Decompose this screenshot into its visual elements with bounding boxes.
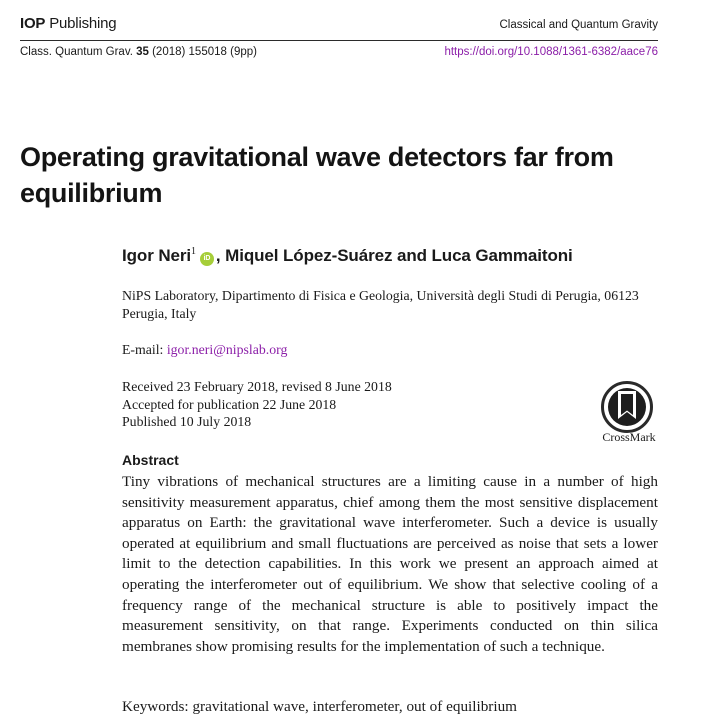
citation-suffix: (2018) 155018 (9pp) <box>148 46 257 58</box>
affiliation: NiPS Laboratory, Dipartimento di Fisica e Geologia, Università degli Studi di Perugia, 06123 Perugia, Italy <box>122 288 639 321</box>
authors <box>122 246 573 266</box>
crossmark-icon[interactable] <box>601 381 653 433</box>
author-rest: , Miquel López-Suárez and Luca Gammaitoni <box>215 246 573 265</box>
crossmark-label: CrossMark <box>602 430 656 444</box>
publication-dates <box>122 378 392 431</box>
header-divider <box>20 40 658 41</box>
date-accepted: Accepted for publication 22 June 2018 <box>122 396 337 412</box>
email <box>122 342 287 358</box>
doi-link[interactable]: https://doi.org/10.1088/1361-6382/aace76 <box>444 46 658 58</box>
citation-volume: 35 <box>136 46 149 58</box>
abstract-heading: Abstract <box>122 452 179 468</box>
author-first: Igor Neri <box>122 246 192 265</box>
publisher-logo-bold: IOP <box>20 15 46 32</box>
citation-prefix: Class. Quantum Grav. <box>20 46 137 58</box>
date-received: Received 23 February 2018, revised 8 June 2018 <box>122 379 392 394</box>
publisher-logo <box>20 15 116 32</box>
journal-name: Classical and Quantum Gravity <box>499 19 658 31</box>
email-label: E-mail: <box>122 342 167 357</box>
orcid-icon[interactable]: iD <box>200 252 214 266</box>
keywords: Keywords: gravitational wave, interferometer, out of equilibrium <box>122 698 517 715</box>
author-affiliation-mark: 1 <box>191 246 196 257</box>
citation <box>20 46 257 58</box>
abstract-text: Tiny vibrations of mechanical structures are a limiting cause in a number of high sensitivity measurement apparatus, chief among them the most sensitive displacement apparatus on Earth: the gravitational wave interferometer. Such a device is usually operated at equilibrium and small fluctuations are perceived as noise that sets a lower limit to the detection capabilities. In this work we present an approach aimed at operating the interferometer out of equilibrium. We show that selective cooling of a frequency range of the mechanical structure is able to positively impact the measurement sensitivity, on that range. Experiments conducted on thin silica membranes show promising results for the implementation of such a technique. <box>122 473 658 655</box>
date-published: Published 10 July 2018 <box>122 414 252 429</box>
paper-title: Operating gravitational wave detectors far from equilibrium <box>20 142 614 208</box>
email-link[interactable]: igor.neri@nipslab.org <box>166 342 288 357</box>
publisher-logo-rest: Publishing <box>45 15 117 32</box>
